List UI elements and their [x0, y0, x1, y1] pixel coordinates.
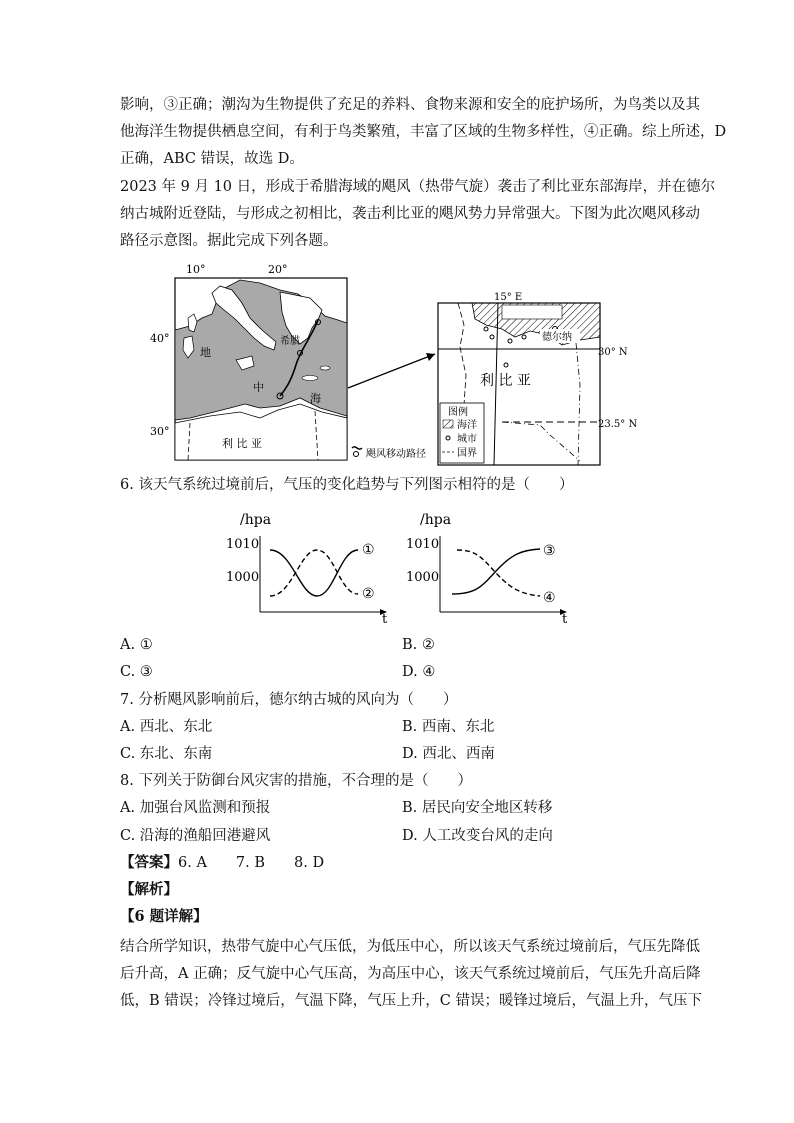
graph1-y1010: 1010	[226, 537, 260, 552]
sea-label-zhong: 中	[253, 381, 264, 394]
question-7-stem: 7. 分析飓风影响前后，德尔纳古城的风向为（ ）	[120, 692, 458, 708]
q7-option-a[interactable]: A. 西北、东北	[120, 719, 213, 735]
detail-line-1: 结合所学知识，热带气旋中心气压低，为低压中心，所以该天气系统过境前后，气压先降低	[120, 939, 700, 955]
lon-15e-label: 15° E	[494, 292, 523, 303]
derna-label: 德尔纳	[542, 332, 572, 343]
sea-label-di: 地	[200, 346, 211, 359]
curve-2-label: ②	[362, 586, 375, 602]
sea-label-hai: 海	[310, 392, 321, 405]
graph2-y1010: 1010	[406, 537, 440, 552]
lat-235n-label: 23.5° N	[598, 419, 638, 430]
intro-line-6: 路径示意图。据此完成下列各题。	[120, 233, 338, 249]
curve-3	[452, 549, 540, 594]
q6-option-c[interactable]: C. ③	[120, 664, 153, 680]
curve-1	[270, 550, 358, 596]
intro-line-1: 影响，③正确；潮沟为生物提供了充足的养料、食物来源和安全的庇护场所，为鸟类以及其	[120, 97, 700, 113]
question-6-stem: 6. 该天气系统过境前后，气压的变化趋势与下列图示相符的是（ ）	[120, 477, 574, 493]
q7-option-d[interactable]: D. 西北、西南	[402, 746, 495, 762]
lat-40-label: 40°	[150, 332, 170, 345]
q8-option-b[interactable]: B. 居民向安全地区转移	[402, 800, 553, 816]
intro-line-5: 纳古城附近登陆，与形成之初相比，袭击利比亚的飓风势力异常强大。下图为此次飓风移动	[120, 206, 700, 222]
lat-30n-label: 30° N	[598, 347, 628, 358]
analysis-label: 【解析】	[120, 881, 178, 898]
left-map	[150, 258, 450, 468]
legend-title: 图例	[448, 407, 468, 418]
graph2-y1000: 1000	[406, 570, 440, 585]
q8-option-d[interactable]: D. 人工改变台风的走向	[402, 828, 553, 844]
q7-option-c[interactable]: C. 东北、东南	[120, 746, 213, 762]
curve-4-label: ④	[543, 590, 556, 606]
detail-line-2: 后升高，A 正确；反气旋中心气压高，为高压中心，该天气系统过境前后，气压先升高后降	[120, 966, 701, 982]
lon-20-label: 20°	[268, 263, 288, 276]
q7-option-b[interactable]: B. 西南、东北	[402, 719, 495, 735]
curve-3-label: ③	[543, 543, 556, 559]
greece-label: 希腊	[280, 336, 300, 347]
path-legend-label: 飓风移动路径	[366, 449, 426, 460]
graph2-xunit: t	[562, 612, 568, 626]
graph2-yunit: /hpa	[420, 512, 452, 528]
detail-label: 【6 题详解】	[120, 908, 208, 925]
legend-sea: 海洋	[457, 420, 477, 431]
legend-border: 国界	[457, 448, 477, 459]
lat-30-label: 30°	[150, 425, 170, 438]
lon-10-label: 10°	[186, 263, 206, 276]
q6-option-a[interactable]: A. ①	[120, 637, 153, 653]
detail-line-3: 低，B 错误；冷锋过境后，气温下降，气压上升，C 错误；暖锋过境后，气温上升，气压下	[120, 993, 702, 1009]
graph1-xunit: t	[382, 612, 388, 626]
pressure-graph-1	[222, 506, 392, 626]
intro-line-4: 2023 年 9 月 10 日，形成于希腊海域的飓风（热带气旋）袭击了利比亚东部海岸，并在德尔	[120, 179, 716, 195]
curve-1-label: ①	[362, 542, 375, 558]
q6-option-b[interactable]: B. ②	[402, 637, 435, 653]
curve-4	[457, 550, 540, 596]
q8-option-c[interactable]: C. 沿海的渔船回港避风	[120, 828, 271, 844]
libya-left-label: 利 比 亚	[222, 437, 262, 450]
q6-option-d[interactable]: D. ④	[402, 664, 436, 680]
legend-city: 城市	[457, 434, 477, 445]
question-8-stem: 8. 下列关于防御台风灾害的措施，不合理的是（ ）	[120, 773, 472, 789]
hurricane-path-legend-icon	[352, 447, 362, 449]
graph1-y1000: 1000	[226, 570, 260, 585]
right-map	[430, 285, 660, 470]
intro-line-3: 正确，ABC 错误，故选 D。	[120, 151, 304, 167]
answer-text: 6. A 7. B 8. D	[178, 855, 325, 871]
libya-right-label: 利 比 亚	[480, 373, 531, 389]
answer-label: 【答案】	[120, 854, 178, 871]
q8-option-a[interactable]: A. 加强台风监测和预报	[120, 800, 271, 816]
pressure-graph-2	[402, 506, 582, 626]
answer-line	[120, 852, 324, 874]
intro-line-2: 他海洋生物提供栖息空间，有利于鸟类繁殖，丰富了区域的生物多样性，④正确。综上所述，D	[120, 124, 727, 140]
graph1-yunit: /hpa	[240, 512, 272, 528]
